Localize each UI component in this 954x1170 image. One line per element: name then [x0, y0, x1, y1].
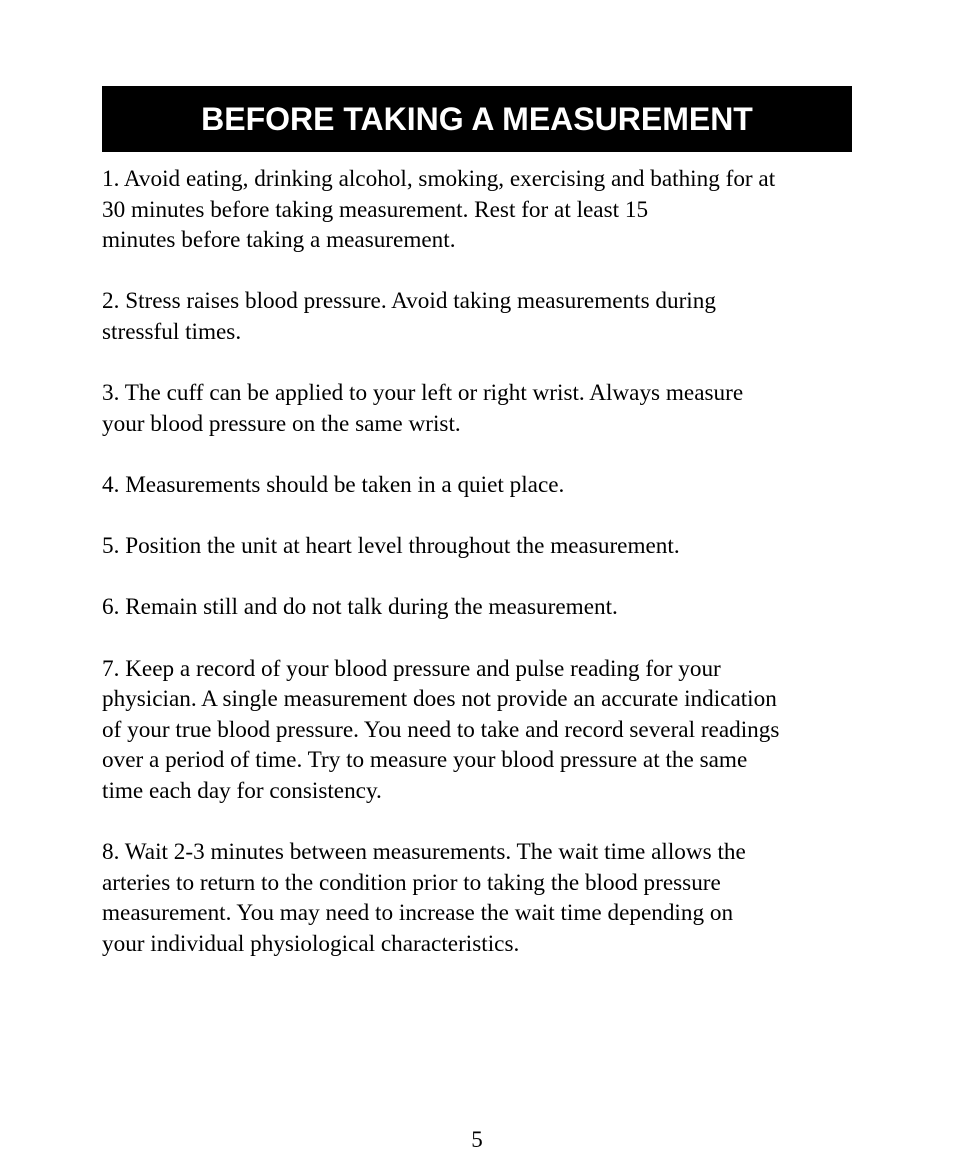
instruction-item-7: [102, 654, 862, 807]
instruction-line: over a period of time. Try to measure your blood pressure at the same: [102, 747, 748, 774]
instruction-line: arteries to return to the condition prior to taking the blood pressure: [102, 869, 721, 896]
instruction-line: 3. The cuff can be applied to your left or right wrist. Always measure: [102, 380, 744, 407]
instruction-item-5: [102, 531, 862, 562]
instruction-item-1: [102, 164, 862, 256]
section-header-bar: [102, 86, 852, 152]
instruction-item-2: [102, 286, 862, 347]
instruction-line: of your true blood pressure. You need to take and record several readings: [102, 716, 780, 743]
instruction-line: stressful times.: [102, 318, 242, 345]
instruction-line: 7. Keep a record of your blood pressure and pulse reading for your: [102, 655, 721, 682]
instruction-line: physician. A single measurement does not provide an accurate indication: [102, 686, 777, 713]
page-number: 5: [471, 1127, 483, 1152]
instructions-list: [102, 164, 862, 990]
instruction-line: your blood pressure on the same wrist.: [102, 410, 461, 437]
instruction-item-8: [102, 837, 862, 959]
instruction-line: time each day for consistency.: [102, 777, 382, 804]
instruction-line: your individual physiological characteristics.: [102, 930, 520, 957]
instruction-line: measurement. You may need to increase the wait time depending on: [102, 900, 734, 927]
instruction-item-4: [102, 470, 862, 501]
instruction-line: minutes before taking a measurement.: [102, 227, 456, 254]
instruction-item-6: [102, 592, 862, 623]
instruction-line: 8. Wait 2-3 minutes between measurements. The wait time allows the: [102, 839, 746, 866]
instruction-line: 6. Remain still and do not talk during the measurement.: [102, 594, 618, 621]
instruction-item-3: [102, 378, 862, 439]
instruction-line: 30 minutes before taking measurement. Rest for at least 15: [102, 196, 649, 223]
instruction-line: 5. Position the unit at heart level throughout the measurement.: [102, 533, 680, 560]
section-title: BEFORE TAKING A MEASUREMENT: [201, 100, 753, 137]
instruction-line: 2. Stress raises blood pressure. Avoid taking measurements during: [102, 288, 716, 315]
instruction-line: 1. Avoid eating, drinking alcohol, smoking, exercising and bathing for at: [102, 166, 776, 192]
instruction-line: 4. Measurements should be taken in a quiet place.: [102, 471, 565, 498]
